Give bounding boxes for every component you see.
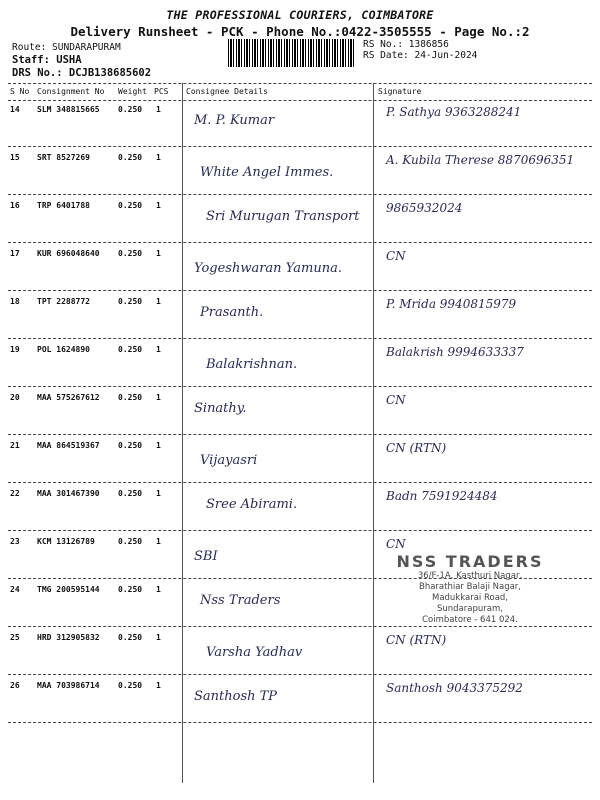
row-weight: 0.250: [118, 537, 143, 546]
row-sno: 15: [10, 153, 20, 162]
row-pcs: 1: [156, 105, 161, 114]
stamp-line: Sundarapuram,: [437, 604, 503, 614]
row-sno: 18: [10, 297, 20, 306]
table-row: [8, 147, 592, 195]
row-sno: 20: [10, 393, 20, 402]
consignee-handwriting: Vijayasri: [200, 453, 258, 468]
row-weight: 0.250: [118, 585, 143, 594]
row-sno: 14: [10, 105, 20, 114]
row-consignment: MAA 301467390: [37, 489, 100, 498]
row-pcs: 1: [156, 681, 161, 690]
row-weight: 0.250: [118, 153, 143, 162]
signature-handwriting: CN: [386, 249, 406, 263]
row-consignment: TRP 6401788: [37, 201, 90, 210]
row-weight: 0.250: [118, 345, 143, 354]
table-row: [8, 675, 592, 723]
consignee-handwriting: M. P. Kumar: [194, 113, 275, 128]
row-weight: 0.250: [118, 297, 143, 306]
table-row: [8, 483, 592, 531]
row-consignment: HRD 312905832: [37, 633, 100, 642]
signature-handwriting: P. Mrida 9940815979: [386, 297, 517, 311]
stamp-line: Madukkarai Road,: [431, 593, 509, 603]
row-weight: 0.250: [118, 105, 143, 114]
row-weight: 0.250: [118, 489, 143, 498]
table-row: [8, 195, 592, 243]
row-weight: 0.250: [118, 201, 143, 210]
consignee-handwriting: Sri Murugan Transport: [206, 209, 360, 224]
company-stamp: [380, 552, 560, 670]
row-pcs: 1: [156, 345, 161, 354]
row-weight: 0.250: [118, 393, 143, 402]
table-row: [8, 387, 592, 435]
col-signature: Signature: [378, 87, 422, 96]
table-row: [8, 243, 592, 291]
row-pcs: 1: [156, 489, 161, 498]
signature-handwriting: P. Sathya 9363288241: [386, 105, 522, 119]
row-weight: 0.250: [118, 441, 143, 450]
signature-handwriting: A. Kubila Therese 8870696351: [386, 153, 575, 167]
row-pcs: 1: [156, 633, 161, 642]
row-pcs: 1: [156, 153, 161, 162]
route-label: Route: SUNDARAPURAM: [12, 42, 121, 53]
row-consignment: TMG 200595144: [37, 585, 100, 594]
row-sno: 23: [10, 537, 20, 546]
company-name: THE PROFESSIONAL COURIERS, COIMBATORE: [166, 8, 434, 22]
table-row: [8, 291, 592, 339]
consignee-handwriting: Varsha Yadhav: [206, 645, 303, 660]
row-pcs: 1: [156, 201, 161, 210]
consignee-handwriting: Nss Traders: [200, 593, 281, 608]
table-row: [8, 435, 592, 483]
row-pcs: 1: [156, 585, 161, 594]
signature-handwriting: Badn 7591924484: [386, 489, 498, 503]
stamp-line: Bharathiar Balaji Nagar,: [418, 582, 522, 592]
rs-number: RS No.: 1386856: [363, 39, 449, 50]
row-sno: 22: [10, 489, 20, 498]
row-sno: 26: [10, 681, 20, 690]
signature-handwriting: Balakrish 9994633337: [386, 345, 524, 359]
stamp-line: Coimbatore - 641 024.: [422, 615, 518, 625]
row-pcs: 1: [156, 297, 161, 306]
col-consignment: Consignment No: [37, 87, 105, 96]
row-pcs: 1: [156, 249, 161, 258]
signature-handwriting: Santhosh 9043375292: [386, 681, 523, 695]
col-sno: S No: [10, 87, 30, 96]
drs-number: DRS No.: DCJB138685602: [12, 67, 152, 79]
row-sno: 17: [10, 249, 20, 258]
row-consignment: SLM 348815665: [37, 105, 100, 114]
consignee-handwriting: Balakrishnan.: [206, 357, 298, 372]
row-pcs: 1: [156, 441, 161, 450]
col-weight: Weight: [118, 87, 147, 96]
row-sno: 24: [10, 585, 20, 594]
row-consignment: KUR 696048640: [37, 249, 100, 258]
signature-handwriting: CN (RTN): [386, 633, 447, 647]
row-sno: 19: [10, 345, 20, 354]
row-weight: 0.250: [118, 633, 143, 642]
row-consignment: POL 1624890: [37, 345, 90, 354]
consignee-handwriting: Sree Abirami.: [206, 497, 298, 512]
row-sno: 25: [10, 633, 20, 642]
row-pcs: 1: [156, 537, 161, 546]
row-weight: 0.250: [118, 681, 143, 690]
consignee-handwriting: Yogeshwaran Yamuna.: [194, 261, 342, 276]
consignee-handwriting: Sinathy.: [194, 401, 247, 416]
consignee-handwriting: White Angel Immes.: [200, 165, 334, 180]
row-sno: 21: [10, 441, 20, 450]
row-sno: 16: [10, 201, 20, 210]
row-consignment: SRT 8527269: [37, 153, 90, 162]
rs-date: RS Date: 24-Jun-2024: [363, 50, 478, 61]
row-consignment: MAA 703986714: [37, 681, 100, 690]
row-weight: 0.250: [118, 249, 143, 258]
consignee-handwriting: Prasanth.: [200, 305, 264, 320]
row-consignment: KCM 13126789: [37, 537, 95, 546]
consignee-handwriting: SBI: [194, 549, 218, 564]
consignee-handwriting: Santhosh TP: [194, 689, 278, 704]
staff-label: Staff: USHA: [12, 54, 82, 66]
runsheet-title: Delivery Runsheet - PCK - Phone No.:0422-3505555 - Page No.:2: [70, 24, 530, 39]
signature-handwriting: CN (RTN): [386, 441, 447, 455]
row-consignment: TPT 2288772: [37, 297, 90, 306]
barcode: [228, 39, 356, 67]
row-consignment: MAA 575267612: [37, 393, 100, 402]
col-consignee: Consignee Details: [186, 87, 268, 96]
table-row: [8, 339, 592, 387]
signature-handwriting: 9865932024: [386, 201, 463, 215]
col-pcs: PCS: [154, 87, 169, 96]
row-consignment: MAA 864519367: [37, 441, 100, 450]
stamp-name: NSS TRADERS: [396, 552, 544, 571]
signature-handwriting: CN: [386, 393, 406, 407]
signature-handwriting: CN: [386, 537, 406, 551]
table-row: [8, 99, 592, 147]
row-pcs: 1: [156, 393, 161, 402]
stamp-line: 36/F-1A, Kasthuri Nagar,: [417, 571, 523, 581]
